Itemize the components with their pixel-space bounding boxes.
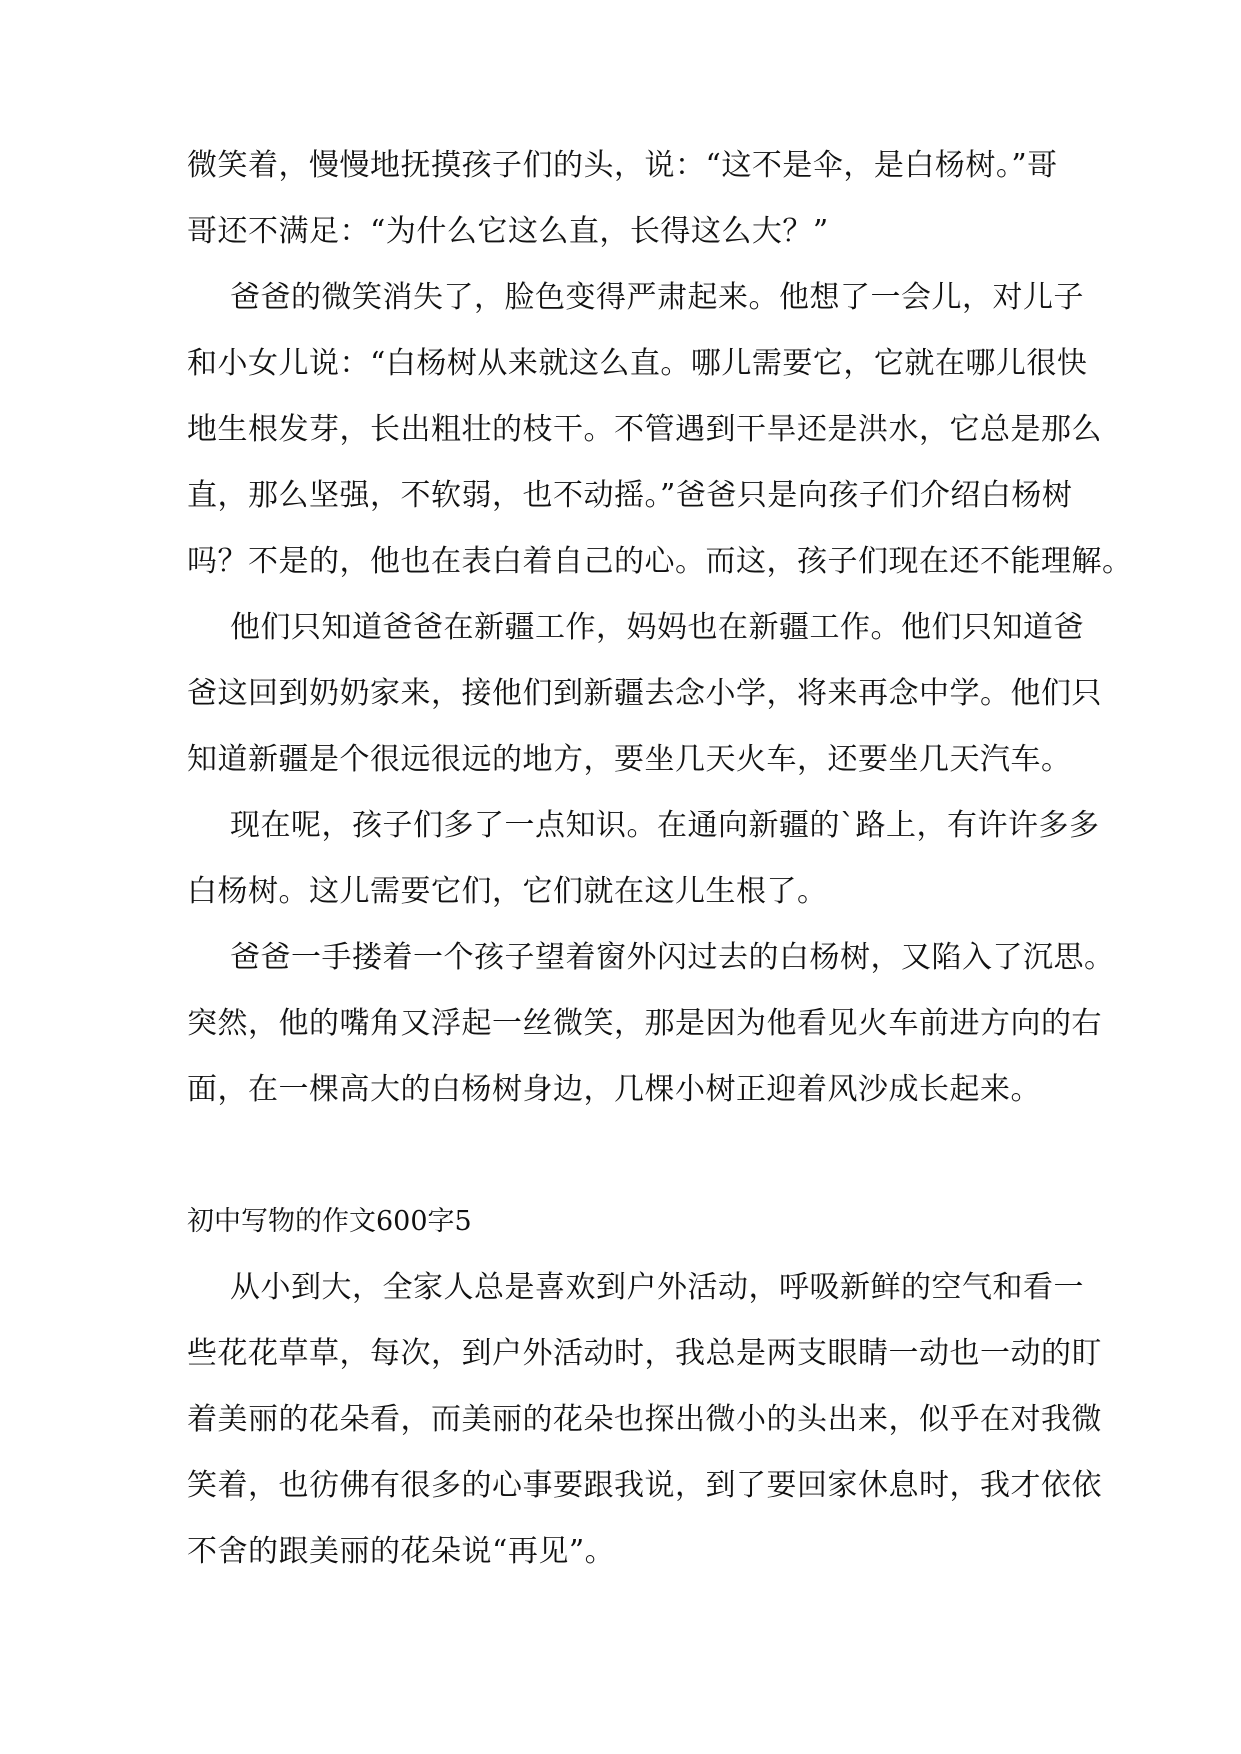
- text-line: 笑着，也彷佛有很多的心事要跟我说，到了要回家休息时，我才依依: [187, 1468, 1102, 1503]
- text-line: 哥还不满足：“为什么它这么直，长得这么大？”: [187, 214, 829, 249]
- text-line: 和小女儿说：“白杨树从来就这么直。哪儿需要它，它就在哪儿很快: [187, 346, 1088, 381]
- paragraph-first-line: 从小到大，全家人总是喜欢到户外活动，呼吸新鲜的空气和看一: [230, 1270, 1084, 1305]
- text-line: 突然，他的嘴角又浮起一丝微笑，那是因为他看见火车前进方向的右: [187, 1006, 1102, 1041]
- text-line: 直，那么坚强，不软弱，也不动摇。”爸爸只是向孩子们介绍白杨树: [187, 478, 1073, 513]
- text-line: 吗？不是的，他也在表白着自己的心。而这，孩子们现在还不能理解。: [187, 544, 1133, 579]
- paragraph-first-line: 他们只知道爸爸在新疆工作，妈妈也在新疆工作。他们只知道爸: [230, 610, 1084, 645]
- text-line: 着美丽的花朵看，而美丽的花朵也探出微小的头出来，似乎在对我微: [187, 1402, 1102, 1437]
- text-line: 不舍的跟美丽的花朵说“再见”。: [187, 1534, 616, 1569]
- paragraph-first-line: 爸爸一手搂着一个孩子望着窗外闪过去的白杨树，又陷入了沉思。: [230, 940, 1115, 975]
- text-line: 知道新疆是个很远很远的地方，要坐几天火车，还要坐几天汽车。: [187, 742, 1072, 777]
- paragraph-first-line: 现在呢，孩子们多了一点知识。在通向新疆的`路上，有许许多多: [230, 808, 1100, 843]
- text-line: 微笑着，慢慢地抚摸孩子们的头，说：“这不是伞，是白杨树。”哥: [187, 148, 1058, 183]
- text-line: 地生根发芽，长出粗壮的枝干。不管遇到干旱还是洪水，它总是那么: [187, 412, 1102, 447]
- text-line: 些花花草草，每次，到户外活动时，我总是两支眼睛一动也一动的盯: [187, 1336, 1102, 1371]
- text-line: 面，在一棵高大的白杨树身边，几棵小树正迎着风沙成长起来。: [187, 1072, 1041, 1107]
- text-line: 白杨树。这儿需要它们，它们就在这儿生根了。: [187, 874, 828, 909]
- section-heading: 初中写物的作文600字5: [187, 1206, 472, 1237]
- paragraph-first-line: 爸爸的微笑消失了，脸色变得严肃起来。他想了一会儿，对儿子: [230, 280, 1084, 315]
- text-line: 爸这回到奶奶家来，接他们到新疆去念小学，将来再念中学。他们只: [187, 676, 1102, 711]
